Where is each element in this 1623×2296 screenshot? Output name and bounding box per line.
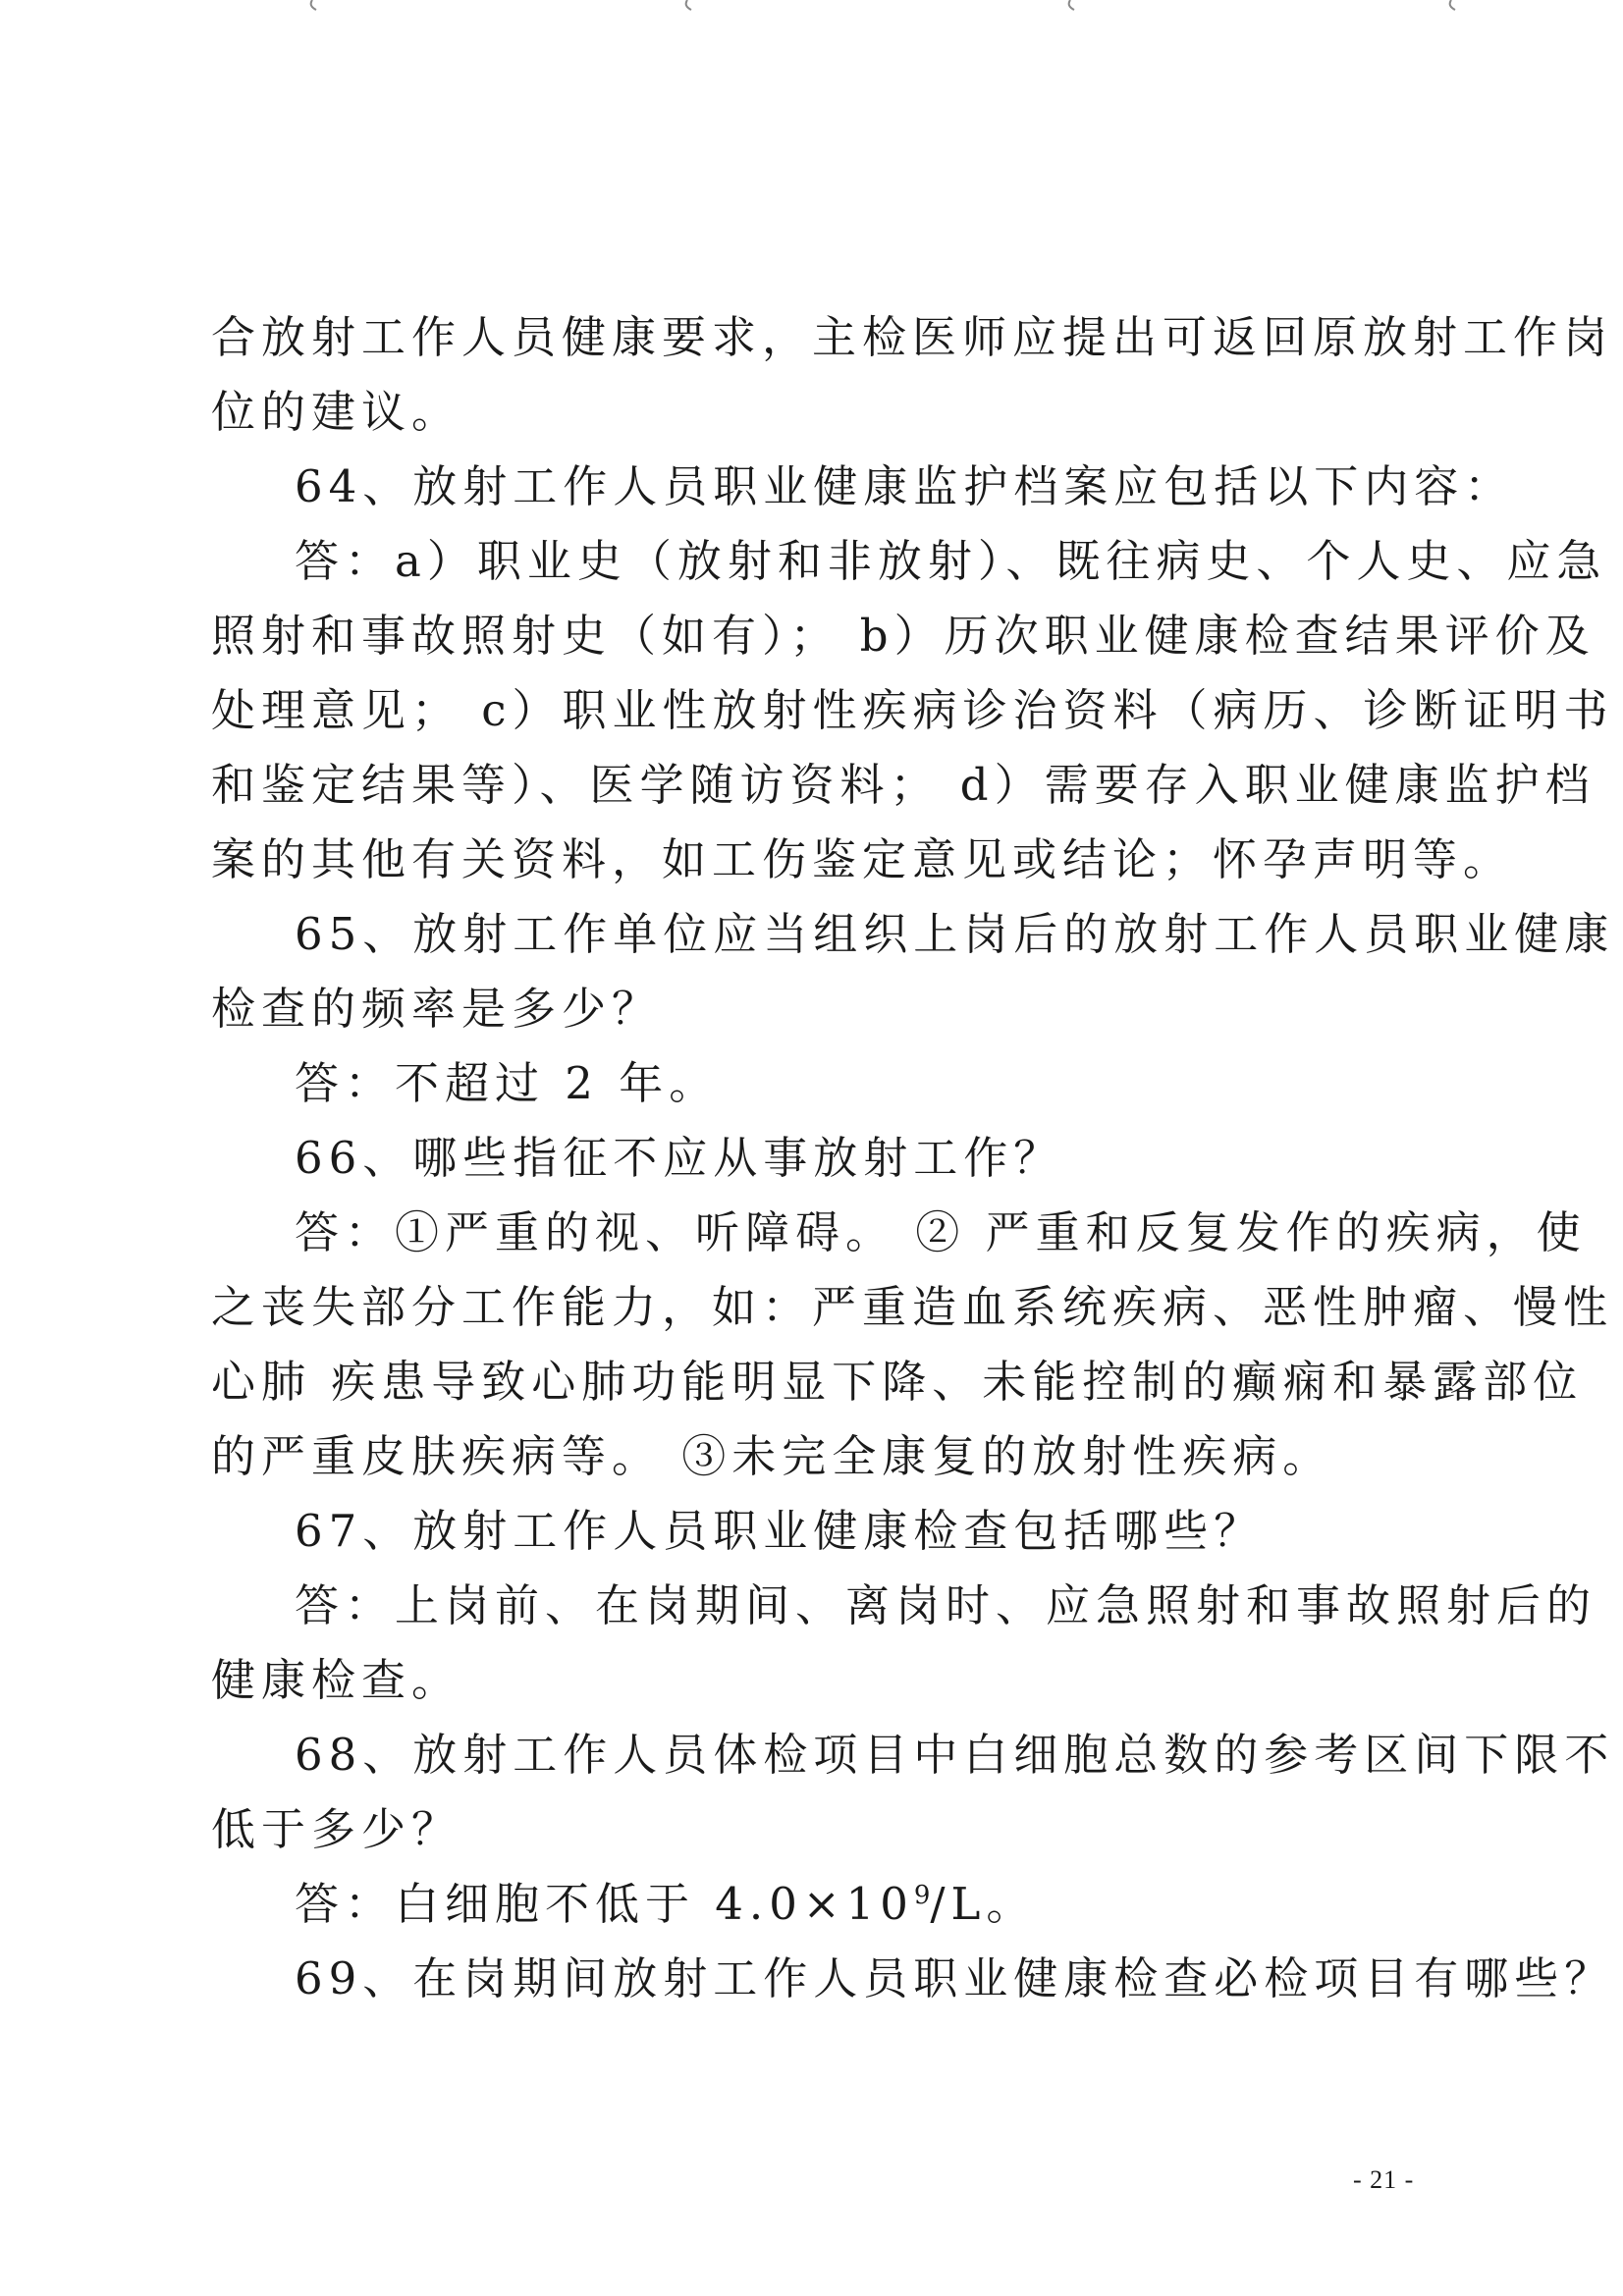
answer-67-line: 答：上岗前、在岗期间、离岗时、应急照射和事故照射后的 [295, 1579, 1597, 1631]
answer-66-line: 心肺 疾患导致心肺功能明显下降、未能控制的癫痫和暴露部位 [211, 1356, 1584, 1408]
question-69: 69、在岗期间放射工作人员职业健康检查必检项目有哪些？ [295, 1952, 1615, 2004]
answer-64-line: 案的其他有关资料，如工伤鉴定意见或结论；怀孕声明等。 [211, 833, 1514, 885]
answer-66-line: 的严重皮肤疾病等。 ③未完全康复的放射性疾病。 [211, 1430, 1333, 1482]
answer-68-exponent: 9 [913, 1881, 931, 1910]
question-66: 66、哪些指征不应从事放射工作？ [295, 1132, 1064, 1184]
page-number: - 21 - [1353, 2165, 1415, 2194]
scan-mark [311, 0, 316, 10]
question-64: 64、放射工作人员职业健康监护档案应包括以下内容： [295, 460, 1515, 512]
scan-mark [686, 0, 691, 10]
answer-68-suffix: /L。 [930, 1878, 1037, 1930]
answer-65: 答：不超过 2 年。 [295, 1057, 720, 1109]
answer-64-line: 答：a）职业史（放射和非放射）、既往病史、个人史、应急 [295, 535, 1607, 587]
scan-mark [1069, 0, 1074, 10]
scan-edge-marks [0, 0, 1623, 14]
scan-mark [1450, 0, 1455, 10]
answer-64-line: 处理意见； c）职业性放射性疾病诊治资料（病历、诊断证明书 [211, 684, 1614, 736]
question-67: 67、放射工作人员职业健康检查包括哪些？ [295, 1505, 1265, 1557]
answer-66-line: 答：①严重的视、听障碍。 ② 严重和反复发作的疾病，使 [295, 1206, 1587, 1258]
paragraph-line: 合放射工作人员健康要求，主检医师应提出可返回原放射工作岗 [211, 311, 1614, 363]
answer-64-line: 和鉴定结果等）、医学随访资料； d）需要存入职业健康监护档 [211, 759, 1596, 811]
answer-64-line: 照射和事故照射史（如有）； b）历次职业健康检查结果评价及 [211, 610, 1596, 662]
question-68-line: 68、放射工作人员体检项目中白细胞总数的参考区间下限不 [295, 1729, 1615, 1781]
answer-68-prefix: 答：白细胞不低于 4.0×10 [295, 1878, 914, 1930]
answer-67-line: 健康检查。 [211, 1654, 462, 1706]
question-68-line: 低于多少？ [211, 1803, 462, 1855]
answer-68 [295, 1875, 1512, 1934]
answer-66-line: 之丧失部分工作能力，如：严重造血系统疾病、恶性肿瘤、慢性 [211, 1281, 1614, 1333]
paragraph-line: 位的建议。 [211, 386, 462, 438]
question-65-line: 检查的频率是多少？ [211, 983, 663, 1035]
question-65-line: 65、放射工作单位应当组织上岗后的放射工作人员职业健康 [295, 908, 1615, 960]
